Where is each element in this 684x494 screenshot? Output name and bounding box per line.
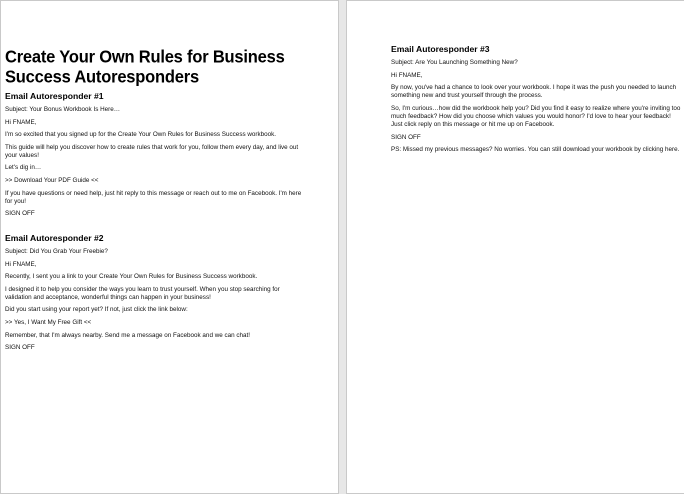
autoresponder-3-signoff: SIGN OFF xyxy=(391,133,421,141)
autoresponder-1-paragraph: This guide will help you discover how to create rules that work for you, follow them every day, and live out your values! xyxy=(5,143,299,159)
autoresponder-2-paragraph: Recently, I sent you a link to your Create Your Own Rules for Business Success workbook. xyxy=(5,273,258,281)
autoresponder-2-heading: Email Autoresponder #2 xyxy=(5,232,104,243)
autoresponder-3-heading: Email Autoresponder #3 xyxy=(391,44,490,54)
free-gift-link[interactable]: >> Yes, I Want My Free Gift << xyxy=(5,319,92,326)
autoresponder-1-heading: Email Autoresponder #1 xyxy=(5,91,104,101)
autoresponder-1-paragraph: I'm so excited that you signed up for the Create Your Own Rules for Business Success workbook. xyxy=(5,131,277,139)
autoresponder-3-postscript: PS: Missed my previous messages? No worries. You can still download your workbook by clicking here. xyxy=(391,146,680,154)
document-page-left xyxy=(0,0,339,494)
autoresponder-3-greeting: Hi FNAME, xyxy=(391,71,423,79)
autoresponder-1-paragraph: If you have questions or need help, just hit reply to this message or reach out to me on Facebook. I'm here for you! xyxy=(5,189,302,205)
autoresponder-3-paragraph: So, I'm curious…how did the workbook help you? Did you find it easy to realize where you're inviting too much feedback? How did you choose which values you would honor? I'd love to hear your feedback! Just click reply on this message or hit me up on Facebook. xyxy=(391,104,681,129)
autoresponder-2-paragraph: I designed it to help you consider the ways you learn to trust yourself. When you stop searching for validation and acceptance, wonderful things can happen in your business! xyxy=(5,285,280,301)
download-guide-link[interactable]: >> Download Your PDF Guide << xyxy=(5,177,99,185)
autoresponder-2-greeting: Hi FNAME, xyxy=(5,260,37,268)
autoresponder-3-subject: Subject: Are You Launching Something New? xyxy=(391,59,518,66)
autoresponder-2-paragraph: Did you start using your report yet? If not, just click the link below: xyxy=(5,306,188,314)
autoresponder-2-subject: Subject: Did You Grab Your Freebie? xyxy=(5,247,108,255)
autoresponder-1-signoff: SIGN OFF xyxy=(5,210,35,218)
autoresponder-2-paragraph: Remember, that I'm always nearby. Send me a message on Facebook and we can chat! xyxy=(5,331,251,339)
autoresponder-2-signoff: SIGN OFF xyxy=(5,344,35,352)
document-title: Create Your Own Rules for Business Success Autoresponders xyxy=(5,48,285,87)
page-content xyxy=(391,44,681,159)
document-page-right xyxy=(346,0,684,494)
autoresponder-1-greeting: Hi FNAME, xyxy=(5,118,37,126)
autoresponder-1-subject: Subject: Your Bonus Workbook Is Here… xyxy=(5,106,121,113)
autoresponder-3-paragraph: By now, you've had a chance to look over your workbook. I hope it was the push you needed to launch something new and trust yourself through the process. xyxy=(391,84,677,100)
page-content xyxy=(5,48,305,357)
autoresponder-1-paragraph: Let's dig in… xyxy=(5,164,42,172)
